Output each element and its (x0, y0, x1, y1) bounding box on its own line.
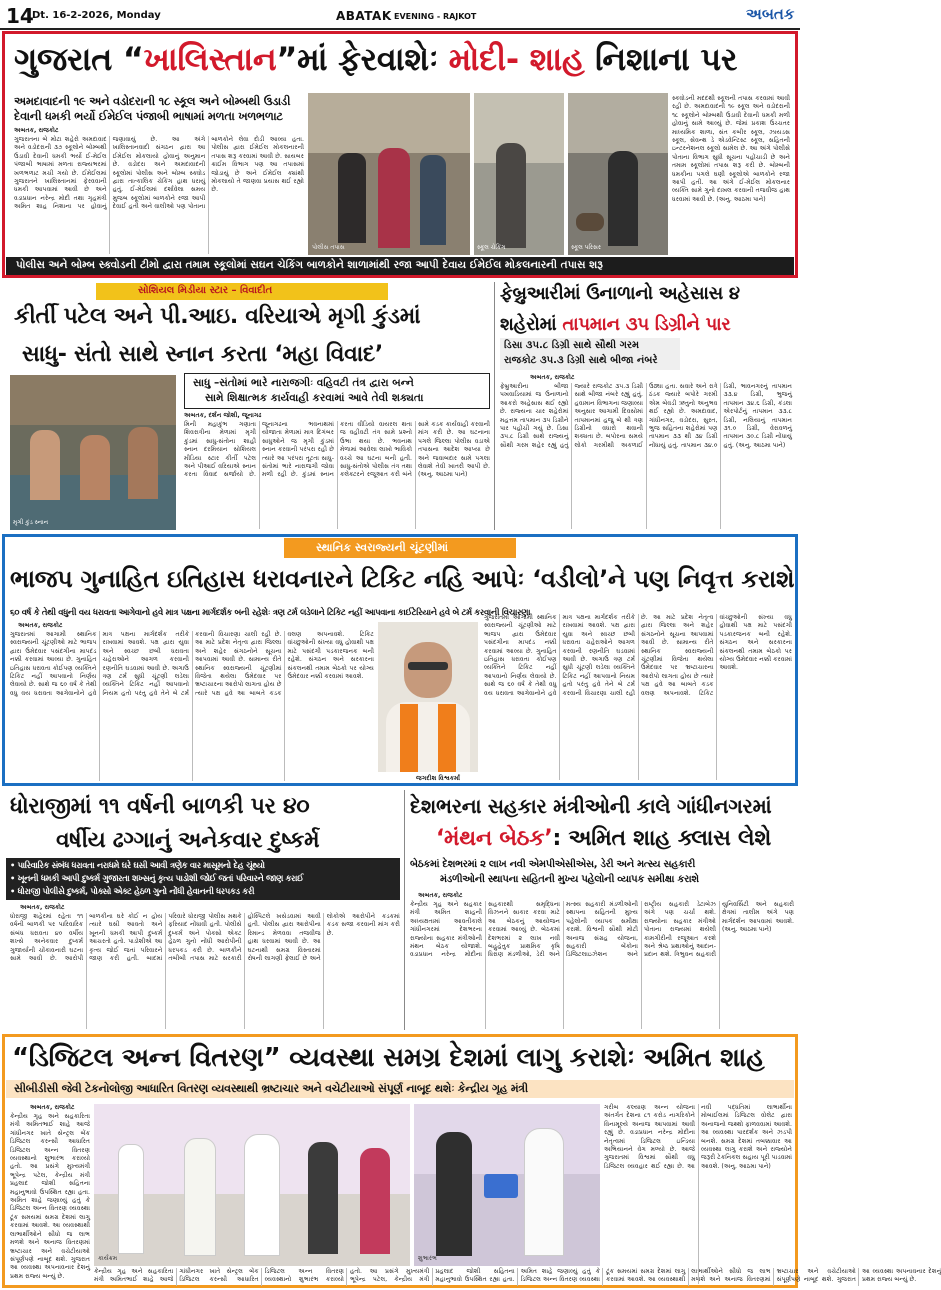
story4-photo (378, 622, 478, 772)
story5-bullet1-text: પારિવારિક સંબંધ ધરાવતા નરાધમે ઘરે ઘસી આવી ત્રણેક વાર માસૂમનો દેહ ચૂંથ્યો (17, 860, 265, 870)
photo-glasses (408, 662, 448, 670)
story2-subdeck-box (184, 373, 490, 409)
story3-dateline: અબતક, રાજકોટ (530, 374, 575, 381)
photo-label: શુભારંભ (418, 1255, 437, 1262)
story1-deck-line1: અમદાવાદની ૧૯ અને વડોદરાની ૧૮ સ્કૂલ અને બોમ્બથી ઉડાડી (14, 94, 291, 108)
story1-body-right: સ્કવોડની મદદથી સ્કૂલની તપાસ કરવામાં આવી રહી છે. અમદાવાદની ૧૯ સ્કૂલ અને વડોદરાની ૧૮ સ્કૂલોને બોમ્બથી ઉડાવી દેવાની ધમકી મળી હોવાનું સામે આવ્યું છે. જેમાં પ્રકાશ ઉચ્ચતર માધ્યમિક શાળા, સંત કબીર સ્કૂલ, ઝાયડસ સ્કૂલ, સેવન્થ ડે એડવેન્ટિસ્ટ સ્કૂલ, સહિતની ઇન્ટરનેશનલ સ્કૂલો સામેલ છે. આ અંગે પોલીસે પોતાના વિભાગ સુધી સૂચના પહોંચાડી છે અને તમામ સ્કૂલોમાં તપાસ શરૂ કરી છે. બોમ્બની ધમકીના પગલે ઘણી સ્કૂલોએ બાળકોને રજા આપી હતી. આ અંગે ઈ-મેઈલ મોકલનાર વ્યક્તિ સામે ગુનો દાખલ કરવાની તજવીજ હાથ ધરવામાં આવી છે. (અનુ. આઠમા પાને) (672, 95, 790, 203)
story1-deck-line2: દેવાની ધમકી ભર્યો ઈમેઈલ પંજાબી ભાષામાં મળતા ખળભળાટ (14, 109, 283, 123)
story5-bullet3: • ધોરાજી પોલીસે દુષ્કર્મ, પોક્સો એક્ટ હેઠળ ગુનો નોંધી હેવાનની ધરપકડ કરી (10, 886, 255, 896)
story5-headline-line2: વર્ષીય ઢગ્ગાનું અનેકવાર દુષ્કર્મ (56, 828, 320, 853)
masthead-rule (0, 28, 800, 30)
photo-label: પોલીસ તપાસ (312, 244, 345, 251)
photo-figure (80, 435, 110, 500)
photo-figure (30, 430, 60, 500)
logo: અબતક (746, 5, 795, 23)
story1-headline-c: ”માં ફેરવાશેઃ (276, 40, 449, 78)
story2-dateline: અબતક, દર્શન જોશી, જૂનાગઢ (184, 412, 262, 419)
story5-dateline: અબતક, રાજકોટ (20, 904, 65, 911)
photo-building (308, 93, 470, 153)
story4-caption: જગદીશ વિશ્વકર્મા (415, 775, 461, 782)
story3-deck-line2: રાજકોટ ૩૫.૩ ડિગ્રી સાથે બીજા નંબરે (504, 355, 658, 366)
story5-body: ધોરાજી શહેરમાં રહેતા ૧૧ વર્ષની બાળકી પર પારિવારિક સંબંધ ધરાવતા ૪૦ વર્ષીય શખ્સે અનેકવાર દુષ્કર્મ ગુજાર્યાની ચોંકાવનારી ઘટના સામે આવી છે. આરોપી બાળકીના ઘરે કોઈ ન હોય ત્યારે ઘસી આવતો અને ખૂનની ધમકી આપી દુષ્કર્મ આચરતો હતો. પાડોશીએ આ કૃત્ય જોઈ જતાં પરિવારને જાણ કરી હતી. બાદમાં પરિવારે ધોરાજી પોલીસ મથકે ફરિયાદ નોંધાવી હતી. પોલીસે દુષ્કર્મ અને પોક્સો એક્ટ હેઠળ ગુનો નોંધી આરોપીની ધરપકડ કરી છે. બાળકીને તબીબી તપાસ માટે સરકારી હોસ્પિટલે ખસેડવામાં આવી હતી. પોલીસ દ્વારા આરોપીના રિમાન્ડ મેળવવા તજવીજ હાથ ધરવામાં આવી છે. આ ઘટનાથી સમગ્ર વિસ્તારમાં રોષની લાગણી ફેલાઈ છે અને લોકોએ આરોપીને કડકમાં કડક સજા કરવાની માંગ કરી છે. (10, 913, 400, 963)
story3-headline-line2 (500, 313, 795, 337)
story4-deck: ૬૦ વર્ષ કે તેથી વધુની વય ધરાવતા આગેવાનો હવે માત્ર પક્ષના માર્ગદર્શક બની રહેશેઃ ત્રણ ટર્મ લડેલાને ટિકિટ નહીં આપવાના કાઈટેરિયાને હવે બે ટર્મ કરવાની વિચારણા (10, 607, 531, 617)
photo-figure (128, 427, 158, 499)
story2-body: મિની મહાકુંભ ગણાતા શિવરાત્રીના મેળામાં મૃગી કુંડમાં સાધુ-સંતોના શાહી સ્નાન દરમિયાન સોશિયલ મીડિયા સ્ટાર કીર્તી પટેલ અને પીઆઈ વરિયાએ સ્નાન કરતા વિવાદ સર્જાયો છે. જૂનાગઢના ભવનાથમાં યોજાતા મેળામાં માત્ર દિગંબર સાધુઓને જ મૃગી કુંડમાં સ્નાન કરવાની પરંપરા રહી છે ત્યારે આ પરંપરા તૂટતા સાધુ-સંતોમાં ભારે નારાજગી જોવા મળી રહી છે. કુંડમાં સ્નાન કરતા વીડિયો વાયરલ થતા જ વહીવટી તંત્ર સામે પ્રશ્નો ઉભા થયા છે. ભવનાથ મેળામાં આવેલા લાખો ભાવિકો વચ્ચે આ ઘટના બની હતી. સાધુ-સંતોએ પોલીસ તંત્ર તથા કલેક્ટરને રજૂઆત કરી બંને સામે કડક કાર્યવાહી કરવાની માંગ કરી છે. આ ઘટનાના પગલે જિલ્લા પોલીસ વડાએ તપાસના આદેશ આપ્યા છે અને જવાબદાર સામે પગલા લેવાશે તેવી ખાતરી આપી છે. (અનુ. આઠમા પાને) (184, 421, 490, 479)
photo-figure (378, 148, 410, 248)
story3-deck-line1: ડિસા ૩૫.૮ ડિગ્રી સાથે સૌથી ગરમ (504, 340, 640, 351)
photo-label: સ્કૂલ પરિસર (571, 244, 601, 251)
story6-headline-line2 (436, 824, 796, 854)
photo-crowd (10, 375, 176, 425)
story2-subdeck-line2: સામે શિક્ષાત્મક કાર્યવાહી કરવામાં આવે તેવી શક્યતા (205, 392, 424, 404)
photo-scarf (438, 704, 456, 772)
story7-deck-bar (6, 1080, 794, 1098)
story1-photo-2 (474, 93, 564, 255)
story1-banner (6, 257, 794, 275)
story1-headline (14, 38, 789, 80)
story5-bullet3-text: ધોરાજી પોલીસે દુષ્કર્મ, પોક્સો એક્ટ હેઠળ ગુનો નોંધી હેવાનની ધરપકડ કરી (17, 886, 255, 896)
photo-figure (420, 155, 446, 245)
photo-body (386, 702, 470, 772)
story6-body: કેન્દ્રીય ગૃહ અને સહકાર મંત્રી અમિત શાહની અધ્યક્ષતામાં આવતીકાલે ગાંધીનગરમાં દેશભરના રાજ્યોના સહકાર મંત્રીઓની મંથન બેઠક યોજાશે. વડાપ્રધાન નરેન્દ્ર મોદીના સહકારથી સમૃદ્ધિના વિઝનને સાકાર કરવા માટે આ બેઠકનું આયોજન કરવામાં આવ્યું છે. બેઠકમાં દેશભરમાં ૨ લાખ નવી બહુહેતુક પ્રાથમિક કૃષિ ધિરાણ મંડળીઓ, ડેરી અને મત્સ્ય સહકારી મંડળીઓની સ્થાપના સહિતની મુખ્ય પહેલોની વ્યાપક સમીક્ષા કરાશે. વિશ્વની સૌથી મોટી અનાજ સંગ્રહ યોજના, સહકારી બેંકોના ડિજિટલાઇઝેશન અને રાષ્ટ્રીય સહકારી ડેટાબેઝ અંગે પણ ચર્ચા થશે. રાજ્યોના સહકાર મંત્રીઓ પોતાના રાજ્યમાં થયેલી કામગીરીની રજૂઆત કરશે અને શ્રેષ્ઠ પ્રથાઓનું આદાન-પ્રદાન થશે. ત્રિભુવન સહકારી યુનિવર્સિટી અને સહકારી ક્ષેત્રમાં તાલીમ અંગે પણ માર્ગદર્શન આપવામાં આવશે. (અનુ. આઠમા પાને) (410, 901, 794, 959)
story2-headline-line2: સાધુ- સંતો સાથે સ્નાન કરતા ‘મહા વિવાદ’ (22, 342, 383, 367)
story7-body-right: ગરીબ કલ્યાણ અન્ન યોજના અંતર્ગત દેશના ૮૧ કરોડ નાગરિકોને વિનામૂલ્યે અનાજ આપવામાં આવી રહ્યું છે. વડાપ્રધાન નરેન્દ્ર મોદીના નેતૃત્વમાં ડિજિટલ ઇન્ડિયા અભિયાનને વેગ મળ્યો છે. આજે ગુજરાતમાં વિશ્વમાં સૌથી વધુ ડિજિટલ વ્યવહાર થઈ રહ્યા છે. આ નવી પદ્ધતિમાં લાભાર્થીના મોબાઈલમાં ડિજિટલ વોલેટ દ્વારા અનાજનો જથ્થો ફાળવવામાં આવશે. આ વ્યવસ્થા પારદર્શક અને ઝડપી બનશે. સમગ્ર દેશમાં તબક્કાવાર આ વ્યવસ્થા લાગુ કરાશે અને રાજ્યોને જરૂરી ટેકનિકલ સહાય પૂરી પાડવામાં આવશે. (અનુ. આઠમા પાને) (604, 1104, 792, 1170)
story4-headline: ભાજપ ગુનાહિત ઇતિહાસ ધરાવનારને ટિકિટ નહિ આપેઃ ‘વડીલો’ને પણ નિવૃત્ત કરાશે (10, 565, 795, 593)
story6-dateline: અબતક, રાજકોટ (418, 892, 463, 899)
photo-figure (338, 153, 366, 243)
story1-banner-text: પોલીસ અને બોમ્બ સ્ક્વોડની ટીમો દ્વારા તમામ સ્કૂલોમાં સઘન ચેકિંગ બાળકોને શાળામાંથી રજા આપી દેવાય ઈમેઈલ મોકલનારની તપાસ શરૂ (16, 259, 603, 271)
story7-deck: સીબીડીસી જેવી ટેકનોલોજી આધારિત વિતરણ વ્યવસ્થાથી ભ્રષ્ટાચાર અને વચેટીયાઓ સંપૂર્ણ નાબૂદ થશેઃ કેન્દ્રીય ગૃહ મંત્રી (14, 1082, 528, 1095)
masthead (0, 0, 800, 30)
photo-figure (360, 1148, 390, 1254)
photo-label: મૃગી કુંડ સ્નાન (13, 519, 49, 526)
paper-name: ABATAK (336, 9, 392, 23)
story3-deck-box (500, 338, 680, 370)
story1-headline-d: મોદી- શાહ (448, 40, 585, 78)
story5-headline-line1: ધોરાજીમાં ૧૧ વર્ષની બાળકી પર ૪૦ (10, 794, 310, 819)
vertical-rule (494, 282, 495, 530)
story5-bullet2-text: ખૂનની ધમકી આપી દુષ્કર્મ ગુજારતા શખ્સનું કૃત્ય પાડોશી જોઈ જતાં પરિવારને જાણ કરાઈ (17, 873, 304, 883)
photo-figure (244, 1134, 280, 1256)
photo-figure (496, 143, 526, 248)
vertical-rule (404, 790, 405, 1030)
story4-kicker-bar (284, 538, 516, 558)
photo-head (404, 642, 452, 698)
story7-headline-a: “ડિજિટલ અન્ન વિતરણ” (12, 1043, 281, 1073)
story4-body: ગુજરાતમાં આગામી સ્થાનિક સ્વરાજ્યની ચૂંટણીઓ માટે ભાજપ દ્વારા ઉમેદવાર પસંદગીના માપદંડ નક્કી કરવામાં આવ્યા છે. ગુનાહિત ઇતિહાસ ધરાવતા કોઈપણ વ્યક્તિને ટિકિટ નહીં આપવાનો નિર્ણય લેવાયો છે. સાથે જ ૬૦ વર્ષ કે તેથી વધુ વય ધરાવતા આગેવાનોને હવે માત્ર પક્ષના માર્ગદર્શક તરીકે રાખવામાં આવશે. પક્ષ દ્વારા યુવા અને સ્વચ્છ છબી ધરાવતા ચહેરાઓને આગળ કરવાની રણનીતિ ઘડવામાં આવી છે. અગાઉ ત્રણ ટર્મ સુધી ચૂંટણી લડેલા વ્યક્તિને ટિકિટ નહીં આપવાનો નિયમ હતો પરંતુ હવે તેને બે ટર્મ કરવાની વિચારણા ચાલી રહી છે. આ માટે પ્રદેશ નેતૃત્વ દ્વારા જિલ્લા અને શહેર સંગઠનોને સૂચના આપવામાં આવી છે. સામાન્ય રીતે સ્થાનિક સ્વરાજ્યની ચૂંટણીમાં વિજેતા થયેલા ઉમેદવાર પર ભ્રષ્ટાચારના આરોપો લાગતા હોય છે ત્યારે પક્ષ હવે આ બાબતે કડક વલણ અપનાવશે. ટિકિટ વાંચ્છુઓની સંખ્યા વધુ હોવાથી પક્ષ માટે પસંદગી પડકારજનક બની રહેશે. સંગઠન અને સરકારના સંકલનથી તમામ બેઠકો પર યોગ્ય ઉમેદવાર નક્કી કરવામાં આવશે. (10, 631, 374, 697)
story7-body-left: કેન્દ્રીય ગૃહ અને સહકારિતા મંત્રી અમિતભાઈ શાહે આજે ગાંધીનગર ખાતે સેન્ટ્રલ બેંક ડિજિટલ કરન્સી આધારિત ડિજિટલ અન્ન વિતરણ વ્યવસ્થાનો શુભારંભ કરાવ્યો હતો. આ પ્રસંગે મુખ્યમંત્રી ભૂપેન્દ્ર પટેલ, કેન્દ્રીય મંત્રી પ્રહલાદ જોશી સહિતના મહાનુભાવો ઉપસ્થિત રહ્યા હતા. અમિત શાહે જણાવ્યું હતું કે ડિજિટલ અન્ન વિતરણ વ્યવસ્થા ટૂંક સમયમાં સમગ્ર દેશમાં લાગુ કરવામાં આવશે. આ વ્યવસ્થાથી લાભાર્થીઓને સીધો જ લાભ મળશે અને અનાજ વિતરણમાં ભ્રષ્ટાચાર અને વચેટીયાઓ સંપૂર્ણપણે નાબૂદ થશે. ગુજરાત આ વ્યવસ્થા અપનાવનાર દેશનું પ્રથમ રાજ્ય બન્યું છે. (10, 1113, 90, 1280)
story4-dateline: અબતક, રાજકોટ (18, 622, 63, 629)
photo-figure (308, 1142, 338, 1254)
story5-bullet2: • ખૂનની ધમકી આપી દુષ્કર્મ ગુજારતા શખ્સનું કૃત્ય પાડોશી જોઈ જતાં પરિવારને જાણ કરાઈ (10, 873, 304, 883)
story4-kicker: સ્થાનિક સ્વરાજ્યની ચૂંટણીમાં (316, 541, 449, 554)
story6-headline-line2a: ‘મંથન બેઠક’ (436, 826, 553, 851)
story6-deck-line2: મંડળીઓની સ્થાપના સહિતની મુખ્ય પહેલોની વ્યાપક સમીક્ષા કરાશે (440, 874, 699, 885)
date-line: Dt. 16-2-2026, Monday (32, 10, 161, 21)
photo-figure (608, 151, 638, 246)
story3-headline-line2a: શહેરોમાં (500, 314, 563, 335)
story2-kicker-bar (96, 283, 388, 300)
photo-scarf (400, 704, 418, 772)
story7-photo-1 (94, 1104, 410, 1266)
story7-headline-b: વ્યવસ્થા સમગ્ર દેશમાં લાગુ કરાશેઃ અમિત શાહ (280, 1043, 765, 1073)
story1-headline-e: નિશાના પર (584, 40, 738, 78)
edition: EVENING - RAJKOT (394, 12, 477, 21)
story7-dateline: અબતક, રાજકોટ (30, 1104, 75, 1111)
photo-label: સ્કૂલ ચેકિંગ (477, 244, 506, 251)
page-number: 14 (6, 4, 34, 28)
photo-label: કાર્યક્રમ (98, 1255, 118, 1262)
story7-photo-2 (414, 1104, 600, 1266)
story3-headline-line2b: તાપમાન ૩૫ ડિગ્રીને પાર (562, 314, 731, 335)
story2-kicker: સોશિયલ મિડીયા સ્ટાર – વિવાદીત (138, 285, 273, 296)
photo-dog (576, 213, 604, 231)
story2-headline-line1: કીર્તી પટેલ અને પી.આઇ. વરિયાએ મૃગી કુંડમાં (14, 304, 421, 329)
story1-headline-a: ગુજરાત “ (14, 40, 144, 78)
story1-photo-1 (308, 93, 470, 255)
story6-deck-line1: બેઠકમાં દેશભરમાં ૨ લાખ નવી એમપીએસીએસ, ડેરી અને મત્સ્ય સહકારી (410, 859, 696, 870)
story6-headline-line2b: : અમિત શાહ ક્લાસ લેશે (552, 826, 772, 851)
story7-headline (12, 1040, 792, 1076)
story3-headline-line1: ફેબ્રુઆરીમાં ઉનાળાનો અહેસાસ ૪ (500, 283, 740, 304)
story6-headline-line1: દેશભરના સહકાર મંત્રીઓની કાલે ગાંધીનગરમાં (410, 794, 772, 818)
story2-subdeck-line1: સાધુ –સંતોમાં ભારે નારાજગીઃ વહિવટી તંત્ર દ્વારા બન્ને (193, 377, 414, 389)
story2-photo (10, 375, 176, 530)
photo-figure (524, 1128, 564, 1256)
story5-bullets (6, 858, 400, 900)
story1-headline-b: ખાલિસ્તાન (143, 40, 277, 78)
story1-body-left: ગુજરાતના બે મોટા શહેરો અમદાવાદ અને વડોદરાની ૩૭ સ્કૂલોને બોમ્બથી ઉડાવી દેવાની ધમકી ભર્યો ઈ-મેઈલ પંજાબી ભાષામાં મળતા રાજ્યભરમાં ખળભળાટ મચી ગયો છે. ઈમેઈલમાં ગુજરાતને ખાલિસ્તાનમાં ફેરવવાની ધમકી આપવામાં આવી છે અને વડાપ્રધાન નરેન્દ્ર મોદી તથા ગૃહમંત્રી અમિત શાહ નિશાના પર હોવાનું જણાવાયું છે. આ અંગે ખાલિસ્તાનવાદી સંગઠન દ્વારા આ ઈમેઈલ મોકલાયો હોવાનું અનુમાન છે. વડોદરા અને અમદાવાદની સ્કૂલોમાં પોલીસ અને બોમ્બ સ્ક્વોડ દ્વારા તાત્કાલિક ચેકિંગ હાથ ધરાયું હતું. ઈ-મેઈલમાં દર્શાવેલા સમય મુજબ સ્કૂલોમાં બાળકોને રજા આપી દેવાઈ હતી અને વાલીઓ પણ પોતાના બાળકોને લેવા દોડી આવ્યા હતા. પોલીસ દ્વારા ઈમેઈલ મોકલનારની તપાસ શરૂ કરવામાં આવી છે. સાયબર ક્રાઈમ વિભાગ પણ આ તપાસમાં જોડાયું છે અને ઈમેઈલ ક્યાંથી મોકલાયો તે જાણવા પ્રયાસ થઈ રહ્યો છે. (14, 136, 304, 211)
story5-bullet1: • પારિવારિક સંબંધ ધરાવતા નરાધમે ઘરે ઘસી આવી ત્રણેક વાર માસૂમનો દેહ ચૂંથ્યો (10, 860, 265, 870)
photo-wall (568, 93, 668, 153)
story7-body-under: કેન્દ્રીય ગૃહ અને સહકારિતા મંત્રી અમિતભાઈ શાહે આજે ગાંધીનગર ખાતે સેન્ટ્રલ બેંક ડિજિટલ કરન્સી આધારિત ડિજિટલ અન્ન વિતરણ વ્યવસ્થાનો શુભારંભ કરાવ્યો હતો. આ પ્રસંગે મુખ્યમંત્રી ભૂપેન્દ્ર પટેલ, કેન્દ્રીય મંત્રી પ્રહલાદ જોશી સહિતના મહાનુભાવો ઉપસ્થિત રહ્યા હતા. અમિત શાહે જણાવ્યું હતું કે ડિજિટલ અન્ન વિતરણ વ્યવસ્થા ટૂંક સમયમાં સમગ્ર દેશમાં લાગુ કરવામાં આવશે. આ વ્યવસ્થાથી લાભાર્થીઓને સીધો જ લાભ મળશે અને અનાજ વિતરણમાં ભ્રષ્ટાચાર અને વચેટીયાઓ સંપૂર્ણપણે નાબૂદ થશે. ગુજરાત આ વ્યવસ્થા અપનાવનાર દેશનું પ્રથમ રાજ્ય બન્યું છે. (94, 1268, 941, 1284)
story1-dateline: અબતક, રાજકોટ (14, 127, 59, 134)
photo-figure (436, 1132, 472, 1256)
photo-plaque (484, 1174, 518, 1198)
photo-figure (118, 1144, 144, 1254)
story3-body: ફેબ્રુઆરીના બીજા પખવાડિયામાં જ ઉનાળાનો આકરો અહેસાસ થઈ રહ્યો છે. રાજ્યના ચાર શહેરોમાં મહત્તમ તાપમાન ૩૫ ડિગ્રીને પાર પહોંચી ગયું છે. ડિસા ૩૫.૮ ડિગ્રી સાથે રાજ્યનું સૌથી ગરમ શહેર રહ્યું હતું જ્યારે રાજકોટ ૩૫.૩ ડિગ્રી સાથે બીજા નંબરે રહ્યું હતું. હવામાન વિભાગના જણાવ્યા અનુસાર આગામી દિવસોમાં તાપમાનમાં હજુ બે થી ત્રણ ડિગ્રીનો વધારો થવાની શક્યતા છે. બપોરના સમયે લોકો ગરમીથી અકળાઈ ઉઠ્યા હતા. સવારે અને રાત્રે ઠંડક જ્યારે બપોરે ગરમી એમ બેવડી ઋતુનો અનુભવ થઈ રહ્યો છે. અમદાવાદ, ગાંધીનગર, વડોદરા, સુરત, ભુજ સહિતના શહેરોમાં પણ તાપમાન ૩૩ થી ૩૪ ડિગ્રી નોંધાયું હતું. તાપમાન ૩૪.૦ ડિગ્રી, ભાવનગરનું તાપમાન ૩૩.૪ ડિગ્રી, ભુજનું તાપમાન ૩૪.૬ ડિગ્રી, કંડલા એરપોર્ટનું તાપમાન ૩૩.૮ ડિગ્રી, નલિયાનું તાપમાન ૩૧.૦ ડિગ્રી, વેરાવળનું તાપમાન ૩૦.૮ ડિગ્રી નોંધાયું હતું. (અનુ. આઠમા પાને) (500, 383, 792, 449)
story4-body-right: ગુજરાતમાં આગામી સ્થાનિક સ્વરાજ્યની ચૂંટણીઓ માટે ભાજપ દ્વારા ઉમેદવાર પસંદગીના માપદંડ નક્કી કરવામાં આવ્યા છે. ગુનાહિત ઇતિહાસ ધરાવતા કોઈપણ વ્યક્તિને ટિકિટ નહીં આપવાનો નિર્ણય લેવાયો છે. સાથે જ ૬૦ વર્ષ કે તેથી વધુ વય ધરાવતા આગેવાનોને હવે માત્ર પક્ષના માર્ગદર્શક તરીકે રાખવામાં આવશે. પક્ષ દ્વારા યુવા અને સ્વચ્છ છબી ધરાવતા ચહેરાઓને આગળ કરવાની રણનીતિ ઘડવામાં આવી છે. અગાઉ ત્રણ ટર્મ સુધી ચૂંટણી લડેલા વ્યક્તિને ટિકિટ નહીં આપવાનો નિયમ હતો પરંતુ હવે તેને બે ટર્મ કરવાની વિચારણા ચાલી રહી છે. આ માટે પ્રદેશ નેતૃત્વ દ્વારા જિલ્લા અને શહેર સંગઠનોને સૂચના આપવામાં આવી છે. સામાન્ય રીતે સ્થાનિક સ્વરાજ્યની ચૂંટણીમાં વિજેતા થયેલા ઉમેદવાર પર ભ્રષ્ટાચારના આરોપો લાગતા હોય છે ત્યારે પક્ષ હવે આ બાબતે કડક વલણ અપનાવશે. ટિકિટ વાંચ્છુઓની સંખ્યા વધુ હોવાથી પક્ષ માટે પસંદગી પડકારજનક બની રહેશે. સંગઠન અને સરકારના સંકલનથી તમામ બેઠકો પર યોગ્ય ઉમેદવાર નક્કી કરવામાં આવશે. (484, 614, 792, 697)
photo-figure (184, 1138, 216, 1256)
story1-photo-3 (568, 93, 668, 255)
